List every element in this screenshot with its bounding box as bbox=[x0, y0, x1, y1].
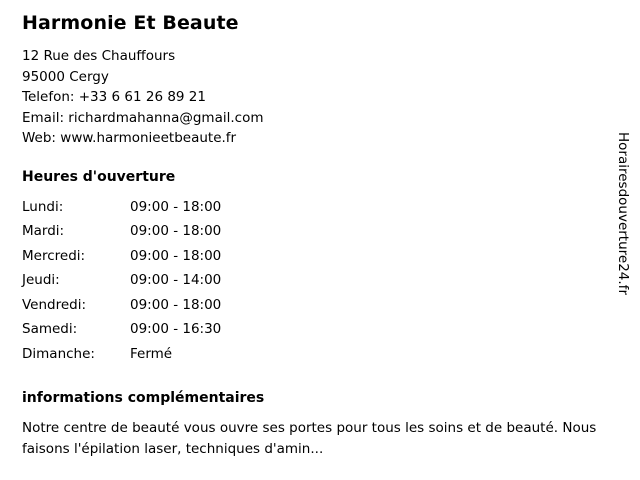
hours-time-value: 09:00 - 18:00 bbox=[130, 223, 222, 239]
address-line-1: 12 Rue des Chauffours bbox=[22, 48, 176, 64]
page-title: Harmonie Et Beaute bbox=[22, 12, 239, 34]
additional-info-heading: informations complémentaires bbox=[22, 390, 265, 406]
hours-time-value: 09:00 - 18:00 bbox=[130, 198, 222, 215]
hours-day-label: Lundi: bbox=[22, 198, 64, 215]
email-line: Email: richardmahanna@gmail.com bbox=[22, 109, 264, 126]
hours-day-label: Dimanche: bbox=[22, 345, 95, 362]
opening-hours-heading: Heures d'ouverture bbox=[22, 168, 176, 185]
hours-day-label: Jeudi: bbox=[22, 272, 60, 288]
address-line-2: 95000 Cergy bbox=[22, 68, 109, 85]
table-row bbox=[22, 246, 221, 271]
table-row bbox=[22, 197, 221, 222]
contact-block bbox=[22, 46, 614, 149]
hours-time-value: 09:00 - 18:00 bbox=[130, 247, 222, 264]
hours-day-label: Vendredi: bbox=[22, 296, 87, 313]
hours-day-label: Samedi: bbox=[22, 321, 78, 337]
hours-day-label: Mercredi: bbox=[22, 247, 86, 264]
website-line: Web: www.harmonieetbeaute.fr bbox=[22, 130, 237, 146]
hours-time-value: 09:00 - 16:30 bbox=[130, 321, 222, 337]
table-row bbox=[22, 295, 221, 320]
hours-time-value: 09:00 - 14:00 bbox=[130, 272, 222, 288]
table-row bbox=[22, 270, 221, 295]
hours-time-value: Fermé bbox=[130, 345, 173, 362]
table-row bbox=[22, 344, 221, 369]
phone-line: Telefon: +33 6 61 26 89 21 bbox=[22, 89, 206, 105]
additional-info-text: Notre centre de beauté vous ouvre ses portes pour tous les soins et de beauté. Nous faisons l'épilation laser, techniques d'amin... bbox=[22, 420, 597, 457]
table-row bbox=[22, 319, 221, 344]
table-row bbox=[22, 221, 221, 246]
hours-time-value: 09:00 - 18:00 bbox=[130, 296, 222, 313]
sidebar-watermark: Horairesdouverture24.fr bbox=[615, 132, 631, 295]
opening-hours-table bbox=[22, 197, 221, 369]
hours-day-label: Mardi: bbox=[22, 223, 65, 239]
business-info-card bbox=[22, 10, 614, 459]
